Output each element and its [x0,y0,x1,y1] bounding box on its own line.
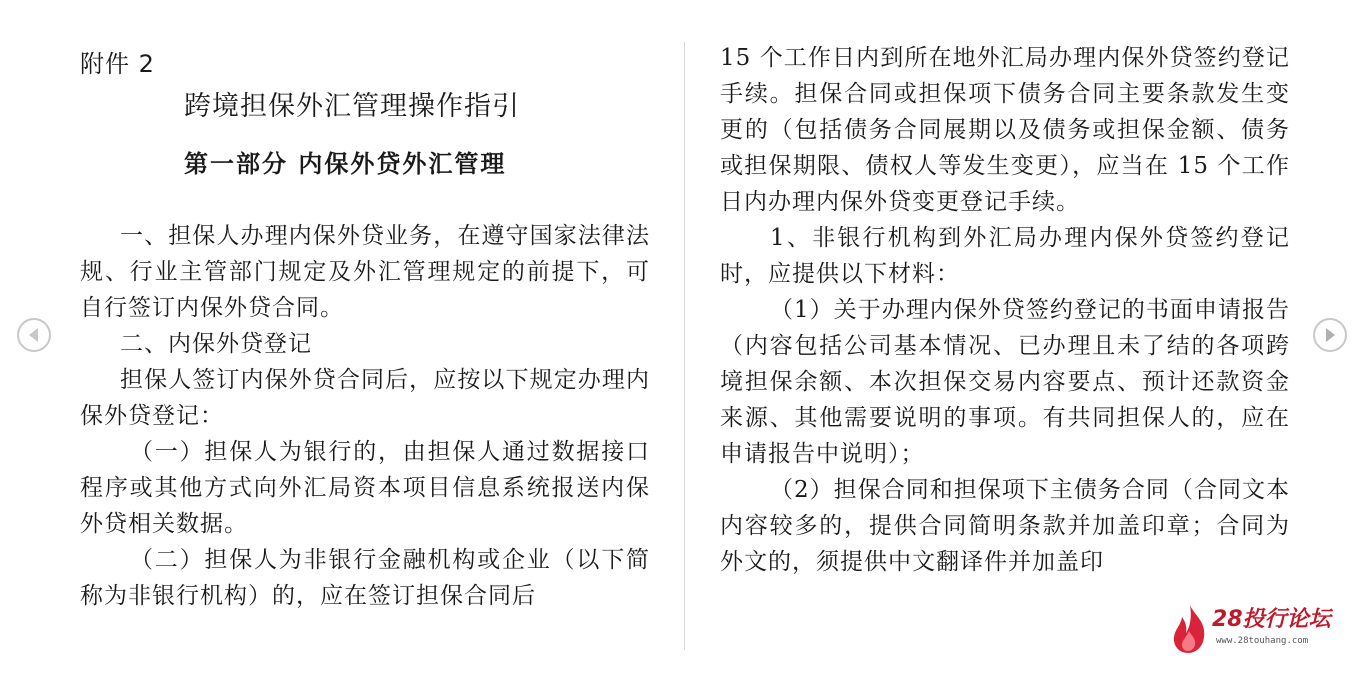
paragraph: （2）担保合同和担保项下主债务合同（合同文本内容较多的，提供合同简明条款并加盖印章；合同为外文的，须提供中文翻译件并加盖印 [720,477,1290,575]
left-page [80,40,650,650]
previous-page-button[interactable] [17,318,51,352]
site-watermark-logo [1168,603,1344,655]
paragraph: （1）关于办理内保外贷签约登记的书面申请报告（内容包括公司基本情况、已办理且未了结的各项跨境担保余额、本次担保交易内容要点、预计还款资金来源、其他需要说明的事项。有共同担保人的，应在申请报告中说明）； [720,297,1290,467]
document-title: 跨境担保外汇管理操作指引 [184,91,520,122]
flame-icon [1168,603,1212,655]
page-divider [684,42,685,650]
part-title: 第一部分 内保外贷外汇管理 [184,149,507,178]
paragraph: 1、非银行机构到外汇局办理内保外贷签约登记时，应提供以下材料： [720,225,1290,287]
paragraph: 15 个工作日内到所在地外汇局办理内保外贷签约登记手续。担保合同或担保项下债务合同主要条款发生变更的（包括债务合同展期以及债务或担保金额、债务或担保期限、债权人等发生变更），应当在 15 个工作日内办理内保外贷变更登记手续。 [720,45,1290,215]
section-heading: 二、内保外贷登记 [120,331,312,357]
next-page-button[interactable] [1313,318,1347,352]
watermark-url: www.28touhang.com [1216,636,1309,646]
paragraph: （二）担保人为非银行金融机构或企业（以下简称为非银行机构）的，应在签订担保合同后 [80,547,650,609]
right-page [720,40,1290,650]
paragraph: 一、担保人办理内保外贷业务，在遵守国家法律法规、行业主管部门规定及外汇管理规定的前提下，可自行签订内保外贷合同。 [80,223,650,321]
chevron-left-icon [19,320,49,350]
chevron-right-icon [1315,320,1345,350]
attachment-label: 附件 2 [80,50,155,78]
watermark-site-name: 28投行论坛 [1212,607,1331,632]
paragraph: 担保人签订内保外贷合同后，应按以下规定办理内保外贷登记： [80,367,650,429]
paragraph: （一）担保人为银行的，由担保人通过数据接口程序或其他方式向外汇局资本项目信息系统报送内保外贷相关数据。 [80,439,650,537]
